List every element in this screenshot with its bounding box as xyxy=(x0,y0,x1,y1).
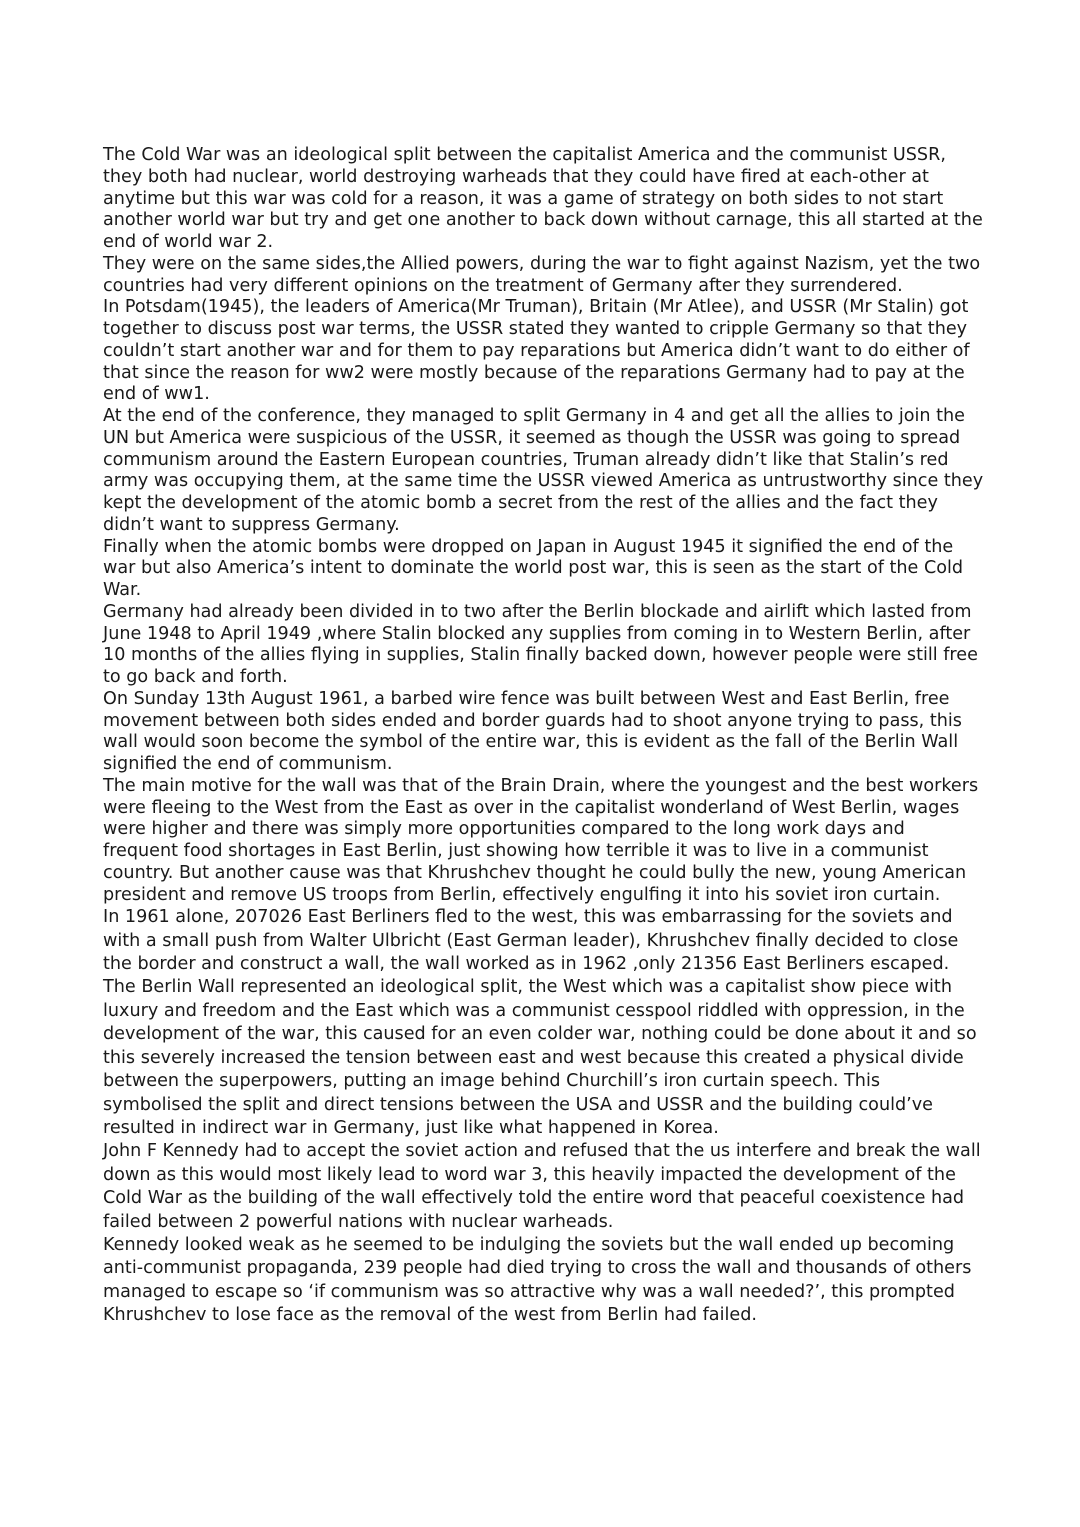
paragraph-barbed-wire: On Sunday 13th August 1961, a barbed wire fence was built between West and East Berlin, free movement between both sides ended and border guards had to shoot anyone trying to pass, this wall would soon become the symbol of the entire war, this is evident as the fall of the Berlin Wall signified the end of communism. xyxy=(103,688,962,774)
paragraph-propaganda: Kennedy looked weak as he seemed to be indulging the soviets but the wall ended up becoming anti-communist propaganda, 239 people had died trying to cross the wall and thousands of others managed to escape so ‘if communism was so attractive why was a wall needed?’, this prompted Khrushchev to lose face as the removal of the west from Berlin had failed. xyxy=(103,1234,972,1326)
paragraph-ideological-split: The Berlin Wall represented an ideological split, the West which was a capitalist show piece with luxury and freedom and the East which was a communist cesspool riddled with oppression, in the development of the war, this caused for an even colder war, nothing could be done about it and so this severely increased the tension between east and west because this created a physical divide between the superpowers, putting an image behind Churchill’s iron curtain speech. This symbolised the split and direct tensions between the USA and USSR and the building could’ve resulted in indirect war in Germany, just like what happened in Korea. xyxy=(103,977,977,1138)
paragraph-brain-drain: The main motive for the wall was that of the Brain Drain, where the youngest and the best workers were fleeing to the West from the East as over in the capitalist wonderland of West Berlin, wages were higher and there was simply more opportunities compared to the long work days and frequent food shortages in East Berlin, just showing how terrible it was to live in a communist country. But another cause was that Khrushchev thought he could bully the new, young American president and remove US troops from Berlin, effectively engulfing it into his soviet iron curtain. xyxy=(103,775,979,905)
essay-body xyxy=(103,145,985,1328)
paragraph-berlin-blockade: Germany had already been divided in to two after the Berlin blockade and airlift which lasted from June 1948 to April 1949 ,where Stalin blocked any supplies from coming in to Western Berlin, after 10 months of the allies flying in supplies, Stalin finally backed down, however people were still free to go back and forth. xyxy=(103,601,978,687)
paragraph-allied-powers: They were on the same sides,the Allied powers, during the war to fight against Nazism, yet the two countries had very different opinions on the treatment of Germany after they surrendered. xyxy=(103,253,981,296)
paragraph-cold-war-intro: The Cold War was an ideological split between the capitalist America and the communist USSR, they both had nuclear, world destroying warheads that they could have fired at each-other at anytime but this war was cold for a reason, it was a game of strategy on both sides to not start another world war but try and get one another to back down without carnage, this all started at the end of world war 2. xyxy=(103,145,983,252)
paragraph-potsdam: In Potsdam(1945), the leaders of America(Mr Truman), Britain (Mr Atlee), and USSR (Mr Stalin) got together to discuss post war terms, the USSR stated they wanted to cripple Germany so that they couldn’t start another war and for them to pay reparations but America didn’t want to do either of that since the reason for ww2 were mostly because of the reparations Germany had to pay at the end of ww1. xyxy=(103,297,970,405)
paragraph-1961-refugees: In 1961 alone, 207026 East Berliners fled to the west, this was embarrassing for the soviets and with a small push from Walter Ulbricht (East German leader), Khrushchev finally decided to close the border and construct a wall, the wall worked as in 1962 ,only 21356 East Berliners escaped. xyxy=(103,907,959,975)
paragraph-kennedy-response: John F Kennedy had to accept the soviet action and refused that the us interfere and break the wall down as this would most likely lead to word war 3, this heavily impacted the development of the Cold War as the building of the wall effectively told the entire word that peaceful coexistence had failed between 2 powerful nations with nuclear warheads. xyxy=(103,1141,981,1232)
paragraph-atomic-bombs: Finally when the atomic bombs were dropped on Japan in August 1945 it signified the end of the war but also America’s intent to dominate the world post war, this is seen as the start of the Cold War. xyxy=(103,536,964,600)
paragraph-conference-end: At the end of the conference, they managed to split Germany in 4 and get all the allies to join the UN but America were suspicious of the USSR, it seemed as though the USSR was going to spread communism around the Eastern European countries, Truman already didn’t like that Stalin’s red army was occupying them, at the same time the USSR viewed America as untrustworthy since they kept the development of the atomic bomb a secret from the rest of the allies and the fact they didn’t want to suppress Germany. xyxy=(103,406,984,535)
